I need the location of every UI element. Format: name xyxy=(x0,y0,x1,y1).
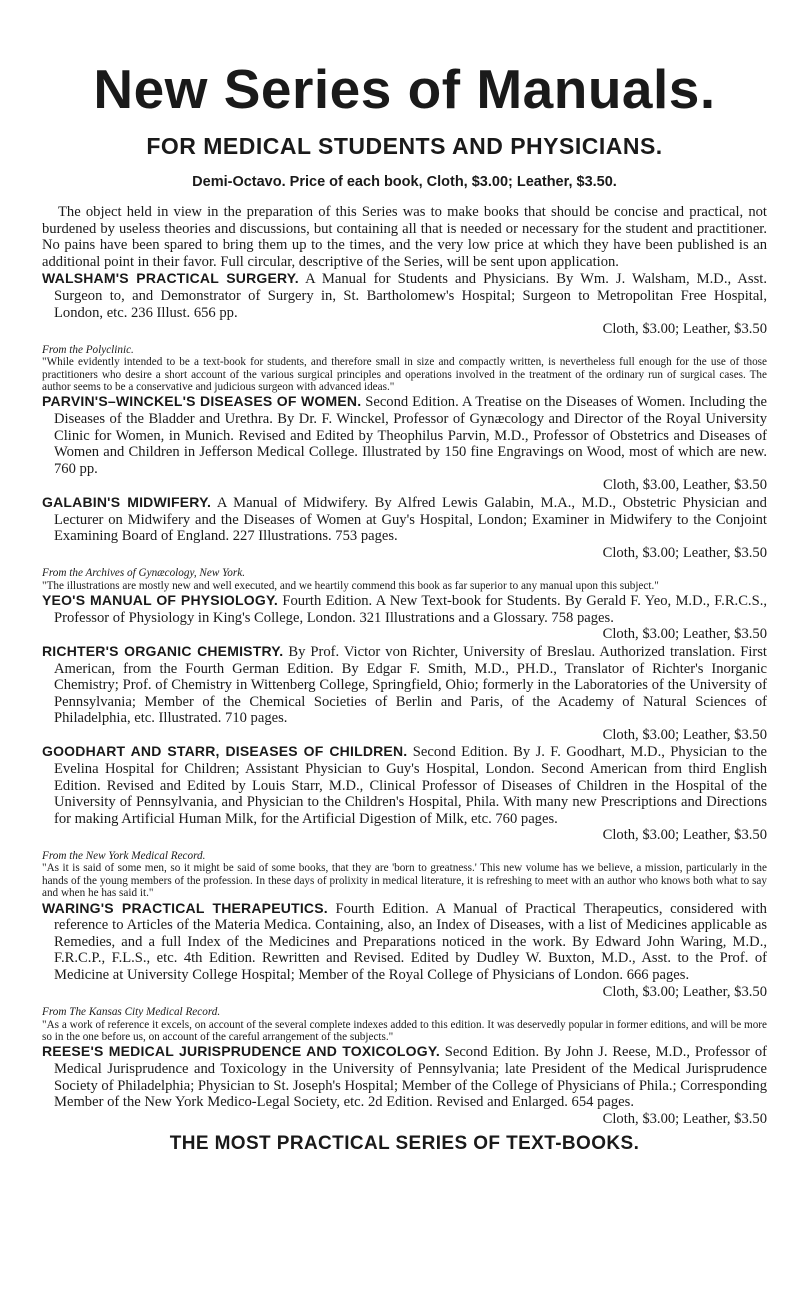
book-entry xyxy=(42,900,767,1001)
review-source: From the Archives of Gynæcology, New York. xyxy=(42,567,246,580)
book-description: A Manual of Midwifery. By Alfred Lewis Galabin, M.A., M.D., Obstetric Physician and Lecturer on Midwifery and the Diseases of Women at Guy's Hospital, London; Examiner in Midwifery to the Conjoint Examining Board of England. 227 Illustrations. 753 pages. xyxy=(54,494,767,545)
book-title: REESE'S MEDICAL JURISPRUDENCE AND TOXICOLOGY. xyxy=(42,1043,440,1060)
book-price: Cloth, $3.00; Leather, $3.50 xyxy=(602,544,767,561)
book-entry xyxy=(42,393,767,494)
review-quote xyxy=(42,567,767,592)
book-price: Cloth, $3.00; Leather, $3.50 xyxy=(602,827,767,844)
review-text: "As a work of reference it excels, on account of the several complete indexes added to this edition. It was deservedly popular in former editions, and will be more so in the one before us, on account of the careful arrangement of the subjects." xyxy=(42,1018,767,1044)
book-price: Cloth, $3.00; Leather, $3.50 xyxy=(602,1110,767,1127)
review-source: From the Polyclinic. xyxy=(42,343,134,356)
book-description: Second Edition. By J. F. Goodhart, M.D., Physician to the Evelina Hospital for Children; Assistant Physician to Guy's Hospital, London. Second American from third English Edition. Revised and Edited by Louis Starr, M.D., Clinical Professor of Diseases of Children in the Hospital of the University of Pennsylvania, and Physician to the Children's Hospital, Phila. With many new Prescriptions and Directions for making Artificial Human Milk, for the Artificial Digestion of Milk, etc. 760 pages. xyxy=(54,744,768,827)
page-subtitle: FOR MEDICAL STUDENTS AND PHYSICIANS. xyxy=(146,133,663,159)
book-entry xyxy=(42,743,767,844)
book-description: By Prof. Victor von Richter, University of Breslau. Authorized translation. First American, from the Fourth German Edition. By Edgar F. Smith, M.D., PH.D., Translator of Richter's Inorganic Chemistry; Prof. of Chemistry in Wittenberg College, Springfield, Ohio; formerly in the Laboratories of the University of Pennsylvania; Member of the Chemical Societies of Berlin and Paris, of the Academy of Natural Sciences of Philadelphia, etc. Illustrated. 710 pages. xyxy=(54,643,767,727)
book-entry xyxy=(42,1043,767,1127)
book-title: WALSHAM'S PRACTICAL SURGERY. xyxy=(42,270,299,287)
book-entry xyxy=(42,270,767,337)
book-price: Cloth, $3.00; Leather, $3.50 xyxy=(602,983,767,1000)
book-description: Second Edition. A Treatise on the Diseases of Women. Including the Diseases of the Bladder and Urethra. By Dr. F. Winckel, Professor of Gynæcology and Director of the Royal University Clinic for Women, in Munich. Revised and Edited by Theophilus Parvin, M.D., Professor of Obstetrics and Diseases of Women and Children in Jefferson Medical College. Illustrated by 150 fine Engravings on Wood, most of which are new. 760 pp. xyxy=(54,394,768,477)
format-price-line: Demi-Octavo. Price of each book, Cloth, $3.00; Leather, $3.50. xyxy=(192,174,617,190)
book-description: A Manual for Students and Physicians. By Wm. J. Walsham, M.D., Asst. Surgeon to, and Demonstrator of Surgery in, St. Bartholomew's Hospital; Surgeon to Metropolitan Free Hospital, London, etc. 236 Illust. 656 pp. xyxy=(54,271,767,321)
review-source: From the New York Medical Record. xyxy=(42,850,206,863)
review-quote xyxy=(42,344,767,394)
review-source: From The Kansas City Medical Record. xyxy=(42,1006,221,1019)
book-title: WARING'S PRACTICAL THERAPEUTICS. xyxy=(42,899,328,916)
book-title: PARVIN'S–WINCKEL'S DISEASES OF WOMEN. xyxy=(42,393,362,410)
review-text: "While evidently intended to be a text-book for students, and therefore small in size and compactly written, is nevertheless full enough for the use of those practitioners who desire a short account of the various surgical principles and operations involved in the treatment of the ordinary run of surgical cases. The author seems to be a conservative and judicious surgeon with advanced ideas." xyxy=(42,356,767,393)
review-quote xyxy=(42,1006,767,1043)
book-price: Cloth, $3.00; Leather, $3.50 xyxy=(602,321,767,338)
book-title: YEO'S MANUAL OF PHYSIOLOGY. xyxy=(42,592,279,609)
book-description: Fourth Edition. A New Text-book for Students. By Gerald F. Yeo, M.D., F.R.C.S., Professor of Physiology in King's College, London. 321 Illustrations and a Glossary. 758 pages. xyxy=(54,593,767,626)
book-price: Cloth, $3.00, Leather, $3.50 xyxy=(603,477,767,494)
page-title: New Series of Manuals. xyxy=(93,58,716,120)
book-title: GALABIN'S MIDWIFERY. xyxy=(42,493,212,510)
book-price: Cloth, $3.00; Leather, $3.50 xyxy=(602,626,767,643)
book-entry xyxy=(42,494,767,561)
review-text: "As it is said of some men, so it might be said of some books, that they are 'born to greatness.' This new volume has we believe, a mission, particularly in the hands of the young members of the profession. In these days of prolixity in medical literature, it is refreshing to meet with an author who knows both what to say and when he has said it." xyxy=(42,862,767,900)
book-entry xyxy=(42,592,767,643)
review-quote xyxy=(42,850,767,900)
book-description: Fourth Edition. A Manual of Practical Therapeutics, considered with reference to Articles of the Materia Medica. Containing, also, an Index of Diseases, with a list of Medicines applicable as Remedies, and a full Index of the Medicines and Preparations noticed in the work. By Edward John Waring, M.D., F.R.C.P., F.L.S., etc. 4th Edition. Rewritten and Revised. Edited by Dudley W. Buxton, M.D., Asst. to the Prof. of Medicine at University College Hospital; Member of the Royal College of Physicians of London. 666 pages. xyxy=(54,900,767,984)
book-description: Second Edition. By John J. Reese, M.D., Professor of Medical Jurisprudence and Toxicology in the University of Pennsylvania; late President of the Medical Jurisprudence Society of Philadelphia; Physician to St. Joseph's Hospital; Member of the College of Physicians of Phila.; Corresponding Member of the New York Medico-Legal Society, etc. 2d Edition. Revised and Enlarged. 654 pages. xyxy=(54,1044,767,1111)
book-price: Cloth, $3.00; Leather, $3.50 xyxy=(602,726,767,743)
review-text: "The illustrations are mostly new and well executed, and we heartily commend this book as far superior to any manual upon this subject." xyxy=(42,579,659,592)
book-title: GOODHART AND STARR, DISEASES OF CHILDREN. xyxy=(42,743,408,760)
intro-paragraph: The object held in view in the preparation of this Series was to make books that should be concise and practical, not burdened by useless theories and discussions, but containing all that is needed or necessary for the student and practitioner. No pains have been spared to bring them up to the times, and the very low price at which they have been published is an additional point in their favor. Full circular, descriptive of the Series, will be sent upon application. xyxy=(42,204,767,270)
book-title: RICHTER'S ORGANIC CHEMISTRY. xyxy=(42,642,284,659)
book-entry xyxy=(42,643,767,744)
series-footer: THE MOST PRACTICAL SERIES OF TEXT-BOOKS. xyxy=(169,1133,640,1155)
